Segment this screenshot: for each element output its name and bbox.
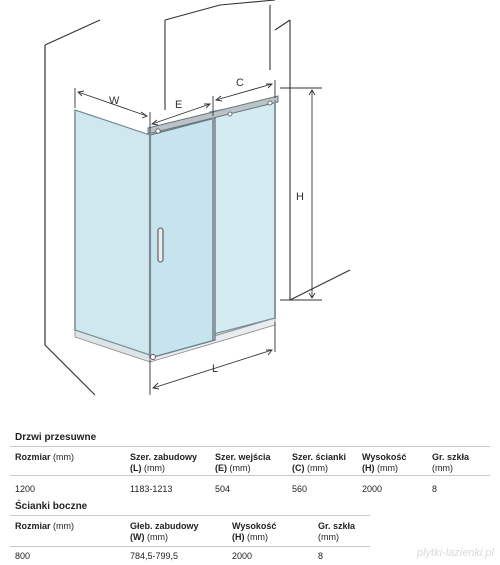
dim-label-w: W — [109, 95, 120, 107]
side-walls-cell-1: 784,5-799,5 — [130, 551, 179, 561]
side-walls-title: Ścianki boczne — [15, 501, 88, 512]
side-walls-cell-3: 8 — [318, 551, 324, 561]
dim-label-h: H — [296, 191, 304, 203]
sliding-door-cell-5: 8 — [432, 484, 438, 494]
watermark: plytki-lazienki.pl — [416, 547, 494, 559]
side-walls-header-2: Wysokość (H) (mm) — [232, 521, 277, 542]
side-walls-header-0: Rozmiar (mm) — [15, 521, 75, 531]
sliding-door-header-4: Wysokość (H) (mm) — [362, 452, 407, 473]
sliding-door-cell-1: 1183-1213 — [130, 484, 173, 494]
fixed-panel-glass — [210, 100, 275, 335]
door-handle — [158, 228, 163, 262]
sliding-door-header-1: Szer. zabudowy (L) (mm) — [130, 452, 198, 473]
side-walls-cell-0: 800 — [15, 551, 31, 561]
sliding-door-header-5: Gr. szkła (mm) — [432, 452, 470, 473]
sliding-door-cell-4: 2000 — [362, 484, 383, 494]
dim-label-l: L — [212, 363, 219, 375]
bottom-roller — [151, 355, 156, 360]
side-wall-glass — [75, 110, 150, 355]
sliding-door-cell-2: 504 — [215, 484, 231, 494]
sliding-door-header-line — [10, 475, 490, 476]
sliding-door-header-2: Szer. wejścia (E) (mm) — [215, 452, 271, 473]
sliding-door-top-line — [10, 446, 490, 447]
side-walls-cell-2: 2000 — [232, 551, 253, 561]
sliding-door-header-3: Szer. ścianki (C) (mm) — [292, 452, 347, 473]
side-walls-top-line — [10, 515, 370, 516]
dim-label-c: C — [236, 77, 244, 89]
sliding-door-title: Drzwi przesuwne — [15, 432, 97, 443]
sliding-door-cell-3: 560 — [292, 484, 308, 494]
sliding-door-cell-0: 1200 — [15, 484, 36, 494]
side-walls-header-3: Gr. szkła (mm) — [318, 521, 356, 542]
side-walls-header-line — [10, 546, 370, 547]
side-walls-header-1: Głeb. zabudowy (W) (mm) — [130, 521, 199, 542]
dim-label-e: E — [175, 99, 183, 111]
dimension-c — [216, 80, 275, 101]
sliding-door-header-0: Rozmiar (mm) — [15, 452, 75, 462]
